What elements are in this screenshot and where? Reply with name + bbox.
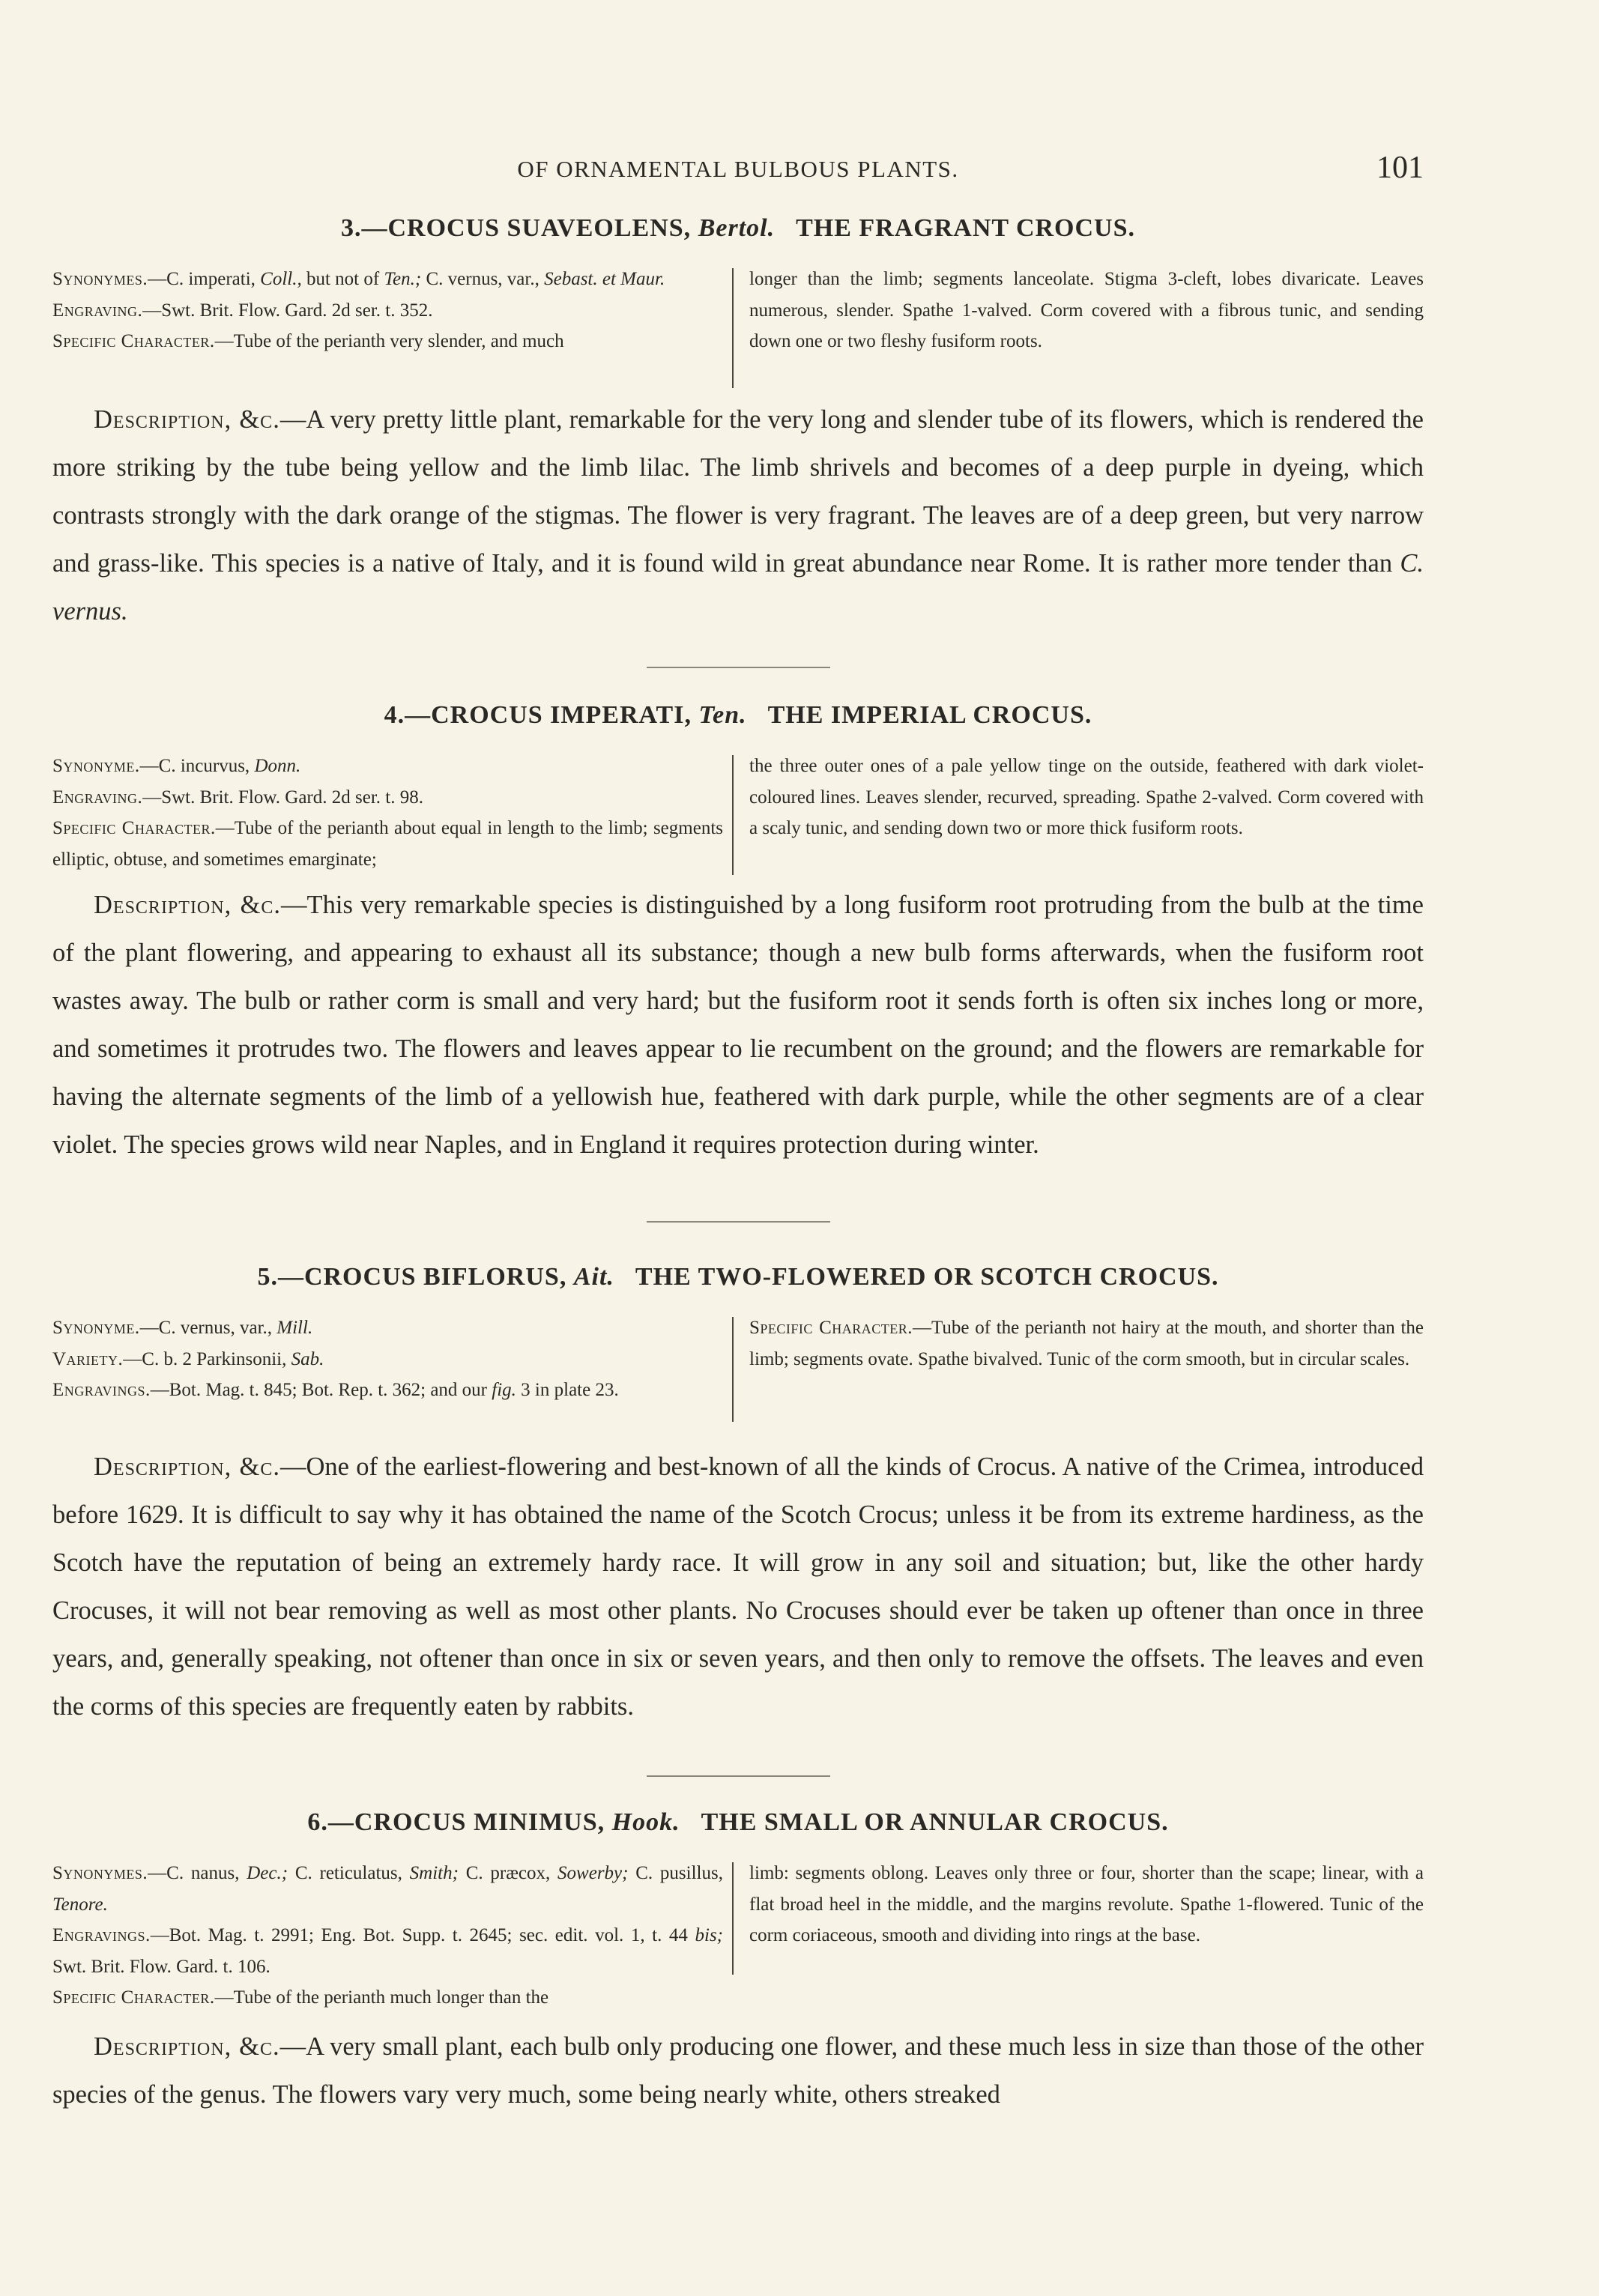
running-head — [52, 150, 1424, 195]
species-number: 5.— — [257, 1263, 304, 1291]
species-4-entry — [52, 697, 1424, 1169]
engravings-line: Engravings.—Bot. Mag. t. 845; Bot. Rep. t. 362; and our fig. 3 in plate 23. — [52, 1380, 619, 1400]
description — [52, 396, 1424, 635]
species-heading — [52, 1804, 1424, 1841]
column-divider — [732, 1862, 734, 1975]
specific-character-line: Specific Character.—Tube of the perianth much longer than the — [52, 1987, 549, 2008]
species-6-entry — [52, 1804, 1424, 2118]
description-text: —A very pretty little plant, remarkable for the very long and slender tube of its flowers, which is rendered the more striking by the tube being yellow and the limb lilac. The limb shrivels and becomes of a deep purple in dyeing, which contrasts strongly with the dark orange of the stigmas. The flower is very fragrant. The leaves are of a deep green, but very narrow and grass-like. This species is a native of Italy, and it is found wild in great abundance near Rome. It is rather more tender than — [52, 405, 1424, 578]
synonyme-line: Synonyme.—C. vernus, var., Mill. — [52, 1318, 313, 1338]
character-columns — [52, 1858, 1424, 2017]
column-divider — [732, 1317, 734, 1422]
page-number: 101 — [1376, 151, 1424, 185]
column-divider — [732, 755, 734, 875]
section-rule — [647, 1221, 830, 1223]
right-column: limb: segments oblong. Leaves only three or four, shorter than the scape; linear, with a flat broad heel in the middle, and the margins revolute. Spathe 1-flowered. Tunic of the corm coriaceous, smooth and dividing into rings at the base. — [749, 1863, 1424, 1945]
engraving-line: Engraving.—Swt. Brit. Flow. Gard. 2d ser. t. 98. — [52, 787, 423, 808]
right-column: Specific Character.—Tube of the perianth not hairy at the mouth, and shorter than the limb; segments ovate. Spathe bivalved. Tunic of the corm smooth, but in circular scales. — [749, 1318, 1424, 1369]
character-columns — [52, 1312, 1424, 1440]
character-columns — [52, 751, 1424, 878]
engravings-line: Engravings.—Bot. Mag. t. 2991; Eng. Bot. Supp. t. 2645; sec. edit. vol. 1, t. 44 bis; Swt. Brit. Flow. Gard. t. 106. — [52, 1925, 723, 1977]
species-authority: Hook. — [611, 1808, 680, 1836]
description-text: —A very small plant, each bulb only producing one flower, and these much less in size than those of the other species of the genus. The flowers vary very much, some being nearly white, others streaked — [52, 2032, 1424, 2109]
left-column — [52, 751, 723, 875]
species-3-entry — [52, 210, 1424, 635]
left-column — [52, 1858, 723, 2014]
section-rule — [647, 667, 830, 668]
column-divider — [732, 268, 734, 388]
species-heading — [52, 210, 1424, 247]
common-name: THE IMPERIAL CROCUS. — [767, 701, 1092, 729]
species-authority: Ten. — [698, 701, 747, 729]
specific-character-line: Specific Character.—Tube of the perianth about equal in length to the limb; segments elliptic, obtuse, and sometimes emarginate; — [52, 818, 723, 870]
description-label: Description, &c. — [94, 2032, 280, 2061]
common-name: THE TWO-FLOWERED OR SCOTCH CROCUS. — [635, 1263, 1219, 1291]
description — [52, 881, 1424, 1169]
section-rule — [647, 1775, 830, 1777]
species-authority: Ait. — [573, 1263, 614, 1291]
right-column: the three outer ones of a pale yellow tinge on the outside, feathered with dark violet-coloured lines. Leaves slender, recurved, spreading. Spathe 2-valved. Corm covered with a scaly tunic, and sending down two or more thick fusiform roots. — [749, 756, 1424, 838]
left-column — [52, 1312, 723, 1406]
synonymes-line: Synonymes.—C. imperati, Coll., but not of Ten.; C. vernus, var., Sebast. et Maur. — [52, 269, 665, 289]
description-label: Description, &c. — [94, 405, 280, 434]
description-text: —One of the earliest-flowering and best-known of all the kinds of Crocus. A native of the Crimea, introduced before 1629. It is difficult to say why it has obtained the name of the Scotch Crocus; unless it be from its extreme hardiness, as the Scotch have the reputation of being an extremely hardy race. It will grow in any soil and situation; but, like the other hardy Crocuses, it will not bear removing as well as most other plants. No Crocuses should ever be taken up oftener than once in three years, and, generally speaking, not oftener than once in six or seven years, and then only to remove the offsets. The leaves and even the corms of this species are frequently eaten by rabbits. — [52, 1453, 1424, 1721]
synonymes-line: Synonymes.—C. nanus, Dec.; C. reticulatus, Smith; C. præcox, Sowerby; C. pusillus, Tenore. — [52, 1863, 723, 1915]
character-columns — [52, 264, 1424, 391]
description-italic: C. vernus. — [52, 549, 1424, 626]
species-name: CROCUS IMPERATI, — [431, 701, 692, 729]
description — [52, 2023, 1424, 2118]
species-name: CROCUS MINIMUS, — [354, 1808, 605, 1836]
description-label: Description, &c. — [94, 1453, 280, 1481]
running-title: OF ORNAMENTAL BULBOUS PLANTS. — [517, 156, 959, 182]
species-name: CROCUS BIFLORUS, — [303, 1263, 567, 1291]
description-text: —This very remarkable species is distinguished by a long fusiform root protruding from the bulb at the time of the plant flowering, and appearing to exhaust all its substance; though a new bulb forms afterwards, when the fusiform root wastes away. The bulb or rather corm is small and very hard; but the fusiform root it sends forth is often six inches long or more, and sometimes it protrudes two. The flowers and leaves appear to lie recumbent on the ground; and the flowers are remarkable for having the alternate segments of the limb of a yellowish hue, feathered with dark purple, while the other segments are of a clear violet. The species grows wild near Naples, and in England it requires protection during winter. — [52, 891, 1424, 1159]
right-column: longer than the limb; segments lanceolate. Stigma 3-cleft, lobes divaricate. Leaves numerous, slender. Spathe 1-valved. Corm covered with a fibrous tunic, and sending down one or two fleshy fusiform roots. — [749, 269, 1424, 351]
specific-character-line: Specific Character.—Tube of the perianth very slender, and much — [52, 331, 564, 351]
species-heading — [52, 1258, 1424, 1296]
species-heading — [52, 697, 1424, 734]
variety-line: Variety.—C. b. 2 Parkinsonii, Sab. — [52, 1348, 324, 1369]
page — [52, 0, 1424, 2296]
common-name: THE FRAGRANT CROCUS. — [796, 214, 1136, 242]
species-number: 3.— — [340, 214, 388, 242]
species-number: 6.— — [307, 1808, 354, 1836]
synonyme-line: Synonyme.—C. incurvus, Donn. — [52, 756, 301, 776]
common-name: THE SMALL OR ANNULAR CROCUS. — [701, 1808, 1169, 1836]
species-5-entry — [52, 1258, 1424, 1730]
left-column — [52, 264, 723, 357]
species-authority: Bertol. — [698, 214, 776, 242]
species-name: CROCUS SUAVEOLENS, — [387, 214, 692, 242]
species-number: 4.— — [384, 701, 432, 729]
description — [52, 1443, 1424, 1730]
description-label: Description, &c. — [94, 891, 282, 919]
engraving-line: Engraving.—Swt. Brit. Flow. Gard. 2d ser. t. 352. — [52, 300, 433, 321]
